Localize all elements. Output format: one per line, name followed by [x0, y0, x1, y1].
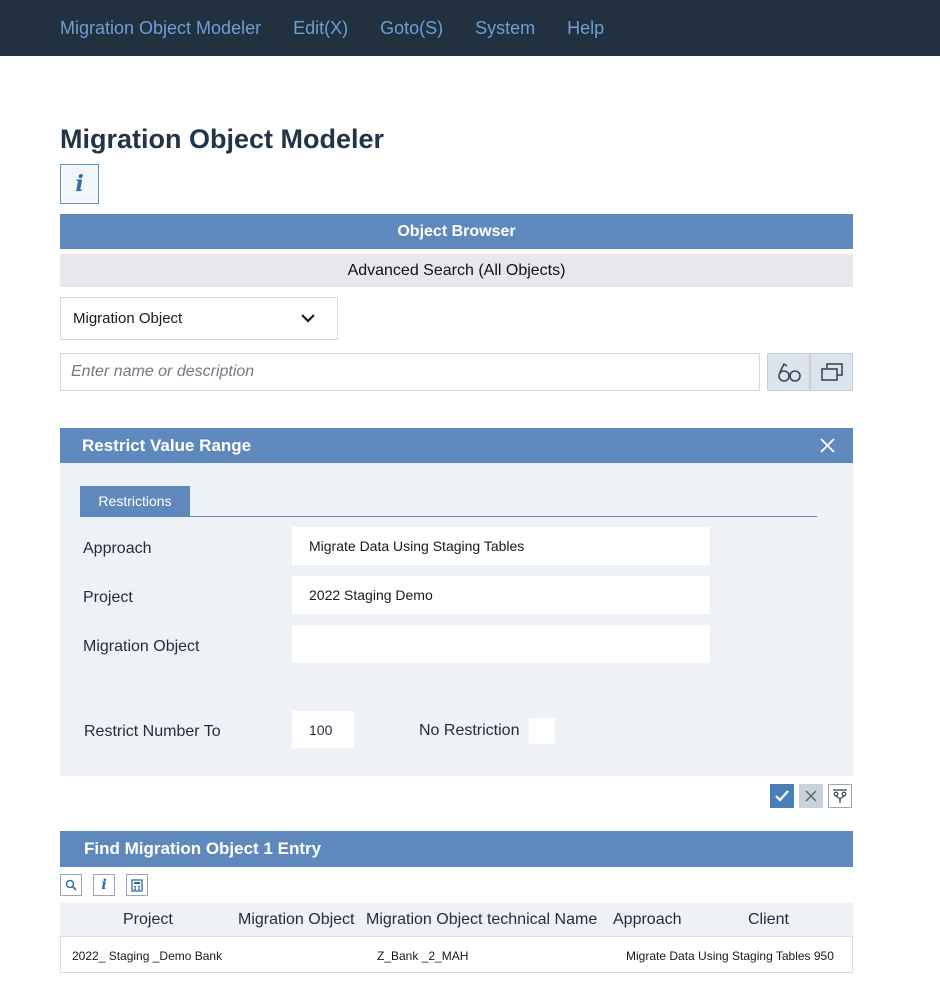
menu-help[interactable]: Help [567, 17, 605, 38]
col-migration-object[interactable]: Migration Object [238, 911, 355, 928]
col-approach[interactable]: Approach [613, 911, 682, 928]
restrict-value-range-panel [60, 428, 853, 776]
info-button[interactable] [60, 164, 99, 204]
menu-edit[interactable]: Edit(X) [293, 17, 349, 38]
page-title: Migration Object Modeler [60, 124, 385, 154]
project-field[interactable]: 2022 Staging Demo [292, 576, 710, 614]
find-button[interactable] [767, 353, 810, 391]
results-header: Find Migration Object 1 Entry [60, 831, 853, 867]
col-technical-name[interactable]: Migration Object technical Name [366, 911, 598, 928]
chevron-down-icon [301, 311, 315, 325]
object-browser-header[interactable]: Object Browser [60, 214, 853, 249]
restrict-number-field[interactable]: 100 [292, 711, 354, 748]
search-icon [65, 879, 77, 891]
check-icon [774, 789, 790, 803]
approach-field[interactable]: Migrate Data Using Staging Tables [292, 527, 710, 565]
tab-restrictions[interactable]: Restrictions [80, 486, 190, 516]
col-project[interactable]: Project [123, 911, 173, 928]
info-icon: i [75, 171, 84, 197]
search-tool-button[interactable] [60, 874, 82, 896]
migration-object-field[interactable] [292, 625, 710, 663]
hierarchy-button[interactable] [828, 784, 852, 808]
table-row[interactable] [60, 936, 853, 973]
window-copy-icon [820, 362, 844, 382]
advanced-search-tab[interactable]: Advanced Search (All Objects) [60, 254, 853, 287]
cancel-icon [805, 790, 817, 802]
search-buttons [767, 353, 853, 391]
hierarchy-icon [832, 788, 848, 804]
cell-project: 2022_ Staging _Demo Bank [72, 949, 223, 963]
menu-app[interactable]: Migration Object Modeler [60, 17, 262, 38]
new-window-button[interactable] [810, 353, 853, 391]
results-table-header [60, 903, 853, 936]
calculator-tool-button[interactable] [126, 874, 148, 896]
info-icon: i [101, 877, 107, 893]
approach-label: Approach [83, 540, 152, 557]
object-type-selected: Migration Object [73, 310, 183, 327]
object-type-select[interactable] [60, 297, 338, 340]
search-input[interactable] [60, 353, 760, 391]
menu-goto[interactable]: Goto(S) [380, 17, 444, 38]
restrict-header [60, 428, 853, 463]
close-icon[interactable] [820, 438, 835, 453]
cancel-button[interactable] [799, 784, 823, 808]
no-restriction-checkbox[interactable] [529, 718, 555, 744]
tab-divider [80, 516, 817, 517]
restrict-number-label: Restrict Number To [84, 723, 221, 740]
menu-system[interactable]: System [475, 17, 536, 38]
cell-technical-name: Z_Bank _2_MAH [377, 949, 469, 963]
col-client[interactable]: Client [748, 911, 789, 928]
glasses-icon [776, 361, 802, 383]
migration-object-label: Migration Object [83, 638, 200, 655]
no-restriction-label: No Restriction [419, 722, 520, 739]
results-toolbar [60, 874, 159, 896]
info-tool-button[interactable] [93, 874, 115, 896]
restrict-title: Restrict Value Range [82, 435, 252, 455]
confirm-button[interactable] [770, 784, 794, 808]
cell-approach-client: Migrate Data Using Staging Tables 950 [626, 949, 834, 963]
panel-actions [765, 784, 852, 808]
project-label: Project [83, 589, 133, 606]
menu-bar [0, 0, 940, 56]
calculator-icon [131, 879, 143, 892]
